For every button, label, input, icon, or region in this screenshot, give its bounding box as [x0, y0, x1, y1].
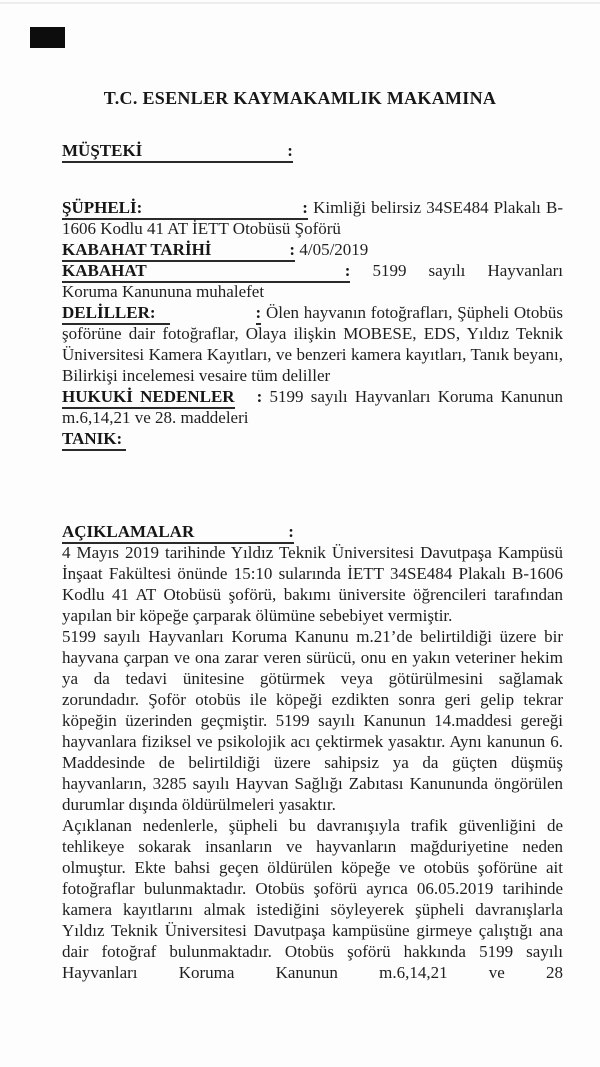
kabahat-value: 5199 sayılı Hayvanları Koruma Kanununa muhalefet — [62, 261, 563, 301]
kabahat-tarihi-colon: : — [289, 240, 296, 259]
field-hukuki-nedenler — [62, 386, 563, 428]
kabahat-tarihi-underline — [62, 240, 295, 262]
document-title: T.C. ESENLER KAYMAKAMLIK MAKAMINA — [103, 88, 497, 108]
musteki-colon: : — [287, 141, 293, 160]
tanik-underline — [62, 429, 126, 451]
hukuki-nedenler-colon: : — [256, 387, 263, 406]
field-deliller — [62, 302, 563, 386]
deliller-colon-underline — [256, 303, 262, 325]
tanik-label: TANIK: — [62, 429, 123, 448]
blank-gap — [170, 317, 256, 318]
body-paragraph-1: 4 Mayıs 2019 tarihinde Yıldız Teknik Üniversitesi Davutpaşa Kampüsü İnşaat Fakültesi önünde 15:10 sularında İETT 34SE484 Plakalı B-1606 Kodlu 41 AT Otobüsü şoförü, bakımı üniversite öğrencileri tarafından yapılan bir köpeğe çarparak ölümüne sebebiyet vermiştir. — [62, 543, 563, 625]
aciklamalar-underline — [62, 522, 294, 544]
blank-line — [142, 212, 302, 213]
supheli-label: ŞÜPHELİ: — [62, 198, 143, 217]
blank-line — [147, 275, 345, 276]
blank-line — [211, 254, 289, 255]
section-heading-aciklamalar — [62, 521, 563, 542]
blank-gap — [235, 401, 257, 402]
kabahat-label: KABAHAT — [62, 261, 147, 280]
redaction-mark — [30, 27, 65, 48]
field-kabahat-tarihi — [62, 239, 563, 260]
kabahat-underline — [62, 261, 350, 283]
aciklamalar-colon: : — [288, 522, 294, 541]
deliller-underline — [62, 303, 170, 325]
kabahat-tarihi-label: KABAHAT TARİHİ — [62, 240, 212, 259]
blank-line — [194, 536, 288, 537]
kabahat-colon: : — [344, 261, 351, 280]
hukuki-nedenler-value: 5199 sayılı Hayvanları Koruma Kanunun m.6,14,21 ve 28. maddeleri — [62, 387, 563, 427]
document-body — [0, 140, 600, 983]
scan-edge-artifact — [0, 2, 600, 4]
aciklamalar-label: AÇIKLAMALAR — [62, 522, 195, 541]
hukuki-nedenler-label: HUKUKİ NEDENLER — [62, 387, 235, 406]
supheli-colon: : — [302, 198, 308, 217]
supheli-value: Kimliği belirsiz 34SE484 Plakalı B-1606 Kodlu 41 AT İETT Otobüsü Şoförü — [62, 198, 563, 238]
hukuki-nedenler-underline — [62, 387, 235, 409]
field-musteki — [62, 140, 563, 161]
supheli-underline — [62, 198, 308, 220]
musteki-underline — [62, 141, 293, 163]
field-tanik — [62, 428, 563, 449]
body-paragraph-3: Açıklanan nedenlerle, şüpheli bu davranışıyla trafik güvenliğini de tehlikeye sokarak insanların ve hayvanların mağduriyetine neden olmuştur. Ekte bahsi geçen öldürülen köpeğe ve otobüs şoförüne ait fotoğraflar bulunmaktadır. Otobüs şoförü ayrıca 06.05.2019 tarihinde kamera kayıtlarını almak istediğini söyleyerek şüpheli davranışlarla Yıldız Teknik Üniversitesi Davutpaşa kampüsüne girmeye çalıştığı ana dair fotoğraf bulunmaktadır. Otobüs şoförü hakkında 5199 sayılı Hayvanları Koruma Kanunun m.6,14,21 ve 28 — [62, 816, 563, 982]
deliller-colon: : — [255, 303, 262, 322]
kabahat-tarihi-value: 4/05/2019 — [299, 240, 369, 259]
musteki-label: MÜŞTEKİ — [62, 141, 143, 160]
body-paragraph-2: 5199 sayılı Hayvanları Koruma Kanunu m.21’de belirtildiği üzere bir hayvana çarpan ve ona zarar veren sürücü, onu en yakın veteriner hekim ya da tedavi ünitesine götürmek veya götürülmesini sağlamak zorundadır. Şoför otobüs ile köpeği ezdikten sonra geri gelip tekrar köpeğin üzerinden geçmiştir. 5199 sayılı Kanunun 14.maddesi gereği hayvanlara fiziksel ve psikolojik acı çektirmek yasaktır. Aynı kanunun 6. Maddesinde de belirtildiği üzere sahipsiz ya da güçten düşmüş hayvanların, 3285 sayılı Hayvan Sağlığı Zabıtası Kanununda öngörülen durumlar dışında öldürülmeleri yasaktır. — [62, 627, 563, 814]
field-supheli — [62, 197, 563, 239]
blank-line — [142, 155, 287, 156]
field-kabahat — [62, 260, 563, 302]
deliller-value: Ölen hayvanın fotoğrafları, Şüpheli Otobüs şoförüne dair fotoğraflar, Olaya ilişkin MOBESE, EDS, Yıldız Teknik Üniversitesi Kamera Kayıtları, ve benzeri kamera kayıtları, Tanık beyanı, Bilirkişi incelemesi vesaire tüm deliller — [62, 303, 564, 385]
deliller-label: DELİLLER: — [62, 303, 156, 322]
